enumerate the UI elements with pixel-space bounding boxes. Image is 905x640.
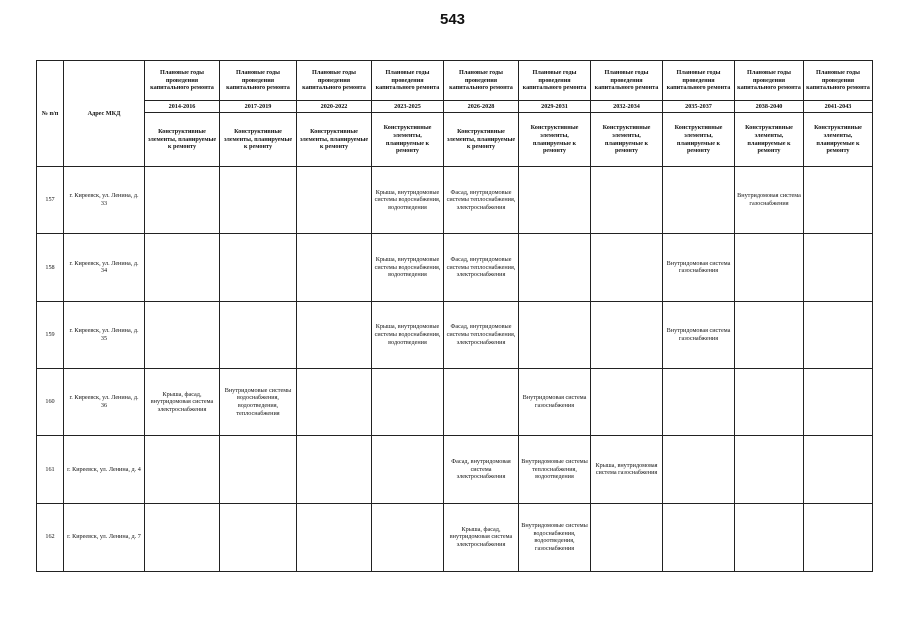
repair-elements-cell	[297, 234, 372, 301]
repair-elements-cell	[735, 368, 804, 435]
repair-elements-cell	[663, 368, 735, 435]
row-number: 159	[37, 301, 64, 368]
repair-elements-cell	[220, 234, 297, 301]
repair-elements-cell	[591, 503, 663, 571]
repair-elements-cell: Фасад, внутридомовые системы теплоснабжения, электроснабжения	[444, 167, 519, 234]
repair-elements-cell	[804, 167, 873, 234]
column-header-period-title: Плановые годы проведения капитального ремонта	[372, 61, 444, 101]
repair-elements-cell: Внутридомовая система газоснабжения	[735, 167, 804, 234]
capital-repair-table	[36, 60, 873, 572]
column-header-period-title: Плановые годы проведения капитального ремонта	[220, 61, 297, 101]
repair-elements-cell	[591, 234, 663, 301]
column-header-period-years: 2014-2016	[145, 101, 220, 113]
repair-elements-cell	[145, 167, 220, 234]
repair-elements-cell	[297, 503, 372, 571]
repair-elements-cell	[297, 368, 372, 435]
row-address: г. Киреевск, ул. Ленина, д. 35	[64, 301, 145, 368]
repair-elements-cell	[297, 167, 372, 234]
column-header-period-years: 2017-2019	[220, 101, 297, 113]
row-address: г. Киреевск, ул. Ленина, д. 33	[64, 167, 145, 234]
repair-elements-cell	[735, 234, 804, 301]
repair-elements-cell: Фасад, внутридомовые системы теплоснабжения, электроснабжения	[444, 301, 519, 368]
column-header-period-title: Плановые годы проведения капитального ремонта	[444, 61, 519, 101]
column-header-period-title: Плановые годы проведения капитального ремонта	[735, 61, 804, 101]
repair-elements-cell: Крыша, внутридомовая система газоснабжения	[591, 436, 663, 503]
repair-elements-cell: Крыша, внутридомовые системы водоснабжения, водоотведения	[372, 234, 444, 301]
repair-elements-cell	[372, 436, 444, 503]
column-header-period-title: Плановые годы проведения капитального ремонта	[297, 61, 372, 101]
repair-elements-cell	[735, 301, 804, 368]
repair-elements-cell: Фасад, внутридомовая система электроснабжения	[444, 436, 519, 503]
repair-elements-cell	[145, 301, 220, 368]
repair-elements-cell	[519, 234, 591, 301]
repair-elements-cell	[220, 436, 297, 503]
column-header-elements: Конструктивные элементы, планируемые к ремонту	[735, 113, 804, 167]
repair-elements-cell: Крыша, внутридомовые системы водоснабжения, водоотведения	[372, 301, 444, 368]
repair-elements-cell: Крыша, фасад, внутридомовая система электроснабжения	[444, 503, 519, 571]
column-header-period-years: 2041-2043	[804, 101, 873, 113]
repair-elements-cell	[372, 368, 444, 435]
repair-elements-cell	[145, 503, 220, 571]
row-number: 161	[37, 436, 64, 503]
repair-elements-cell	[591, 301, 663, 368]
repair-elements-cell	[145, 234, 220, 301]
column-header-elements: Конструктивные элементы, планируемые к ремонту	[444, 113, 519, 167]
repair-elements-cell	[804, 436, 873, 503]
column-header-period-title: Плановые годы проведения капитального ремонта	[145, 61, 220, 101]
column-header-elements: Конструктивные элементы, планируемые к ремонту	[220, 113, 297, 167]
table-row	[37, 436, 873, 503]
row-number: 160	[37, 368, 64, 435]
column-header-period-title: Плановые годы проведения капитального ремонта	[519, 61, 591, 101]
repair-elements-cell	[663, 436, 735, 503]
repair-elements-cell	[220, 301, 297, 368]
row-address: г. Киреевск, ул. Ленина, д. 34	[64, 234, 145, 301]
repair-elements-cell	[444, 368, 519, 435]
column-header-address: Адрес МКД	[64, 61, 145, 167]
row-address: г. Киреевск, ул. Ленина, д. 36	[64, 368, 145, 435]
column-header-number: № п/п	[37, 61, 64, 167]
table-body	[37, 167, 873, 572]
row-number: 158	[37, 234, 64, 301]
repair-elements-cell	[591, 167, 663, 234]
column-header-period-title: Плановые годы проведения капитального ремонта	[591, 61, 663, 101]
table-row	[37, 368, 873, 435]
column-header-period-years: 2029-2031	[519, 101, 591, 113]
repair-elements-cell: Крыша, внутридомовые системы водоснабжения, водоотведения	[372, 167, 444, 234]
column-header-period-years: 2026-2028	[444, 101, 519, 113]
repair-elements-cell: Внутридомовая система газоснабжения	[663, 301, 735, 368]
repair-elements-cell: Внутридомовая система газоснабжения	[519, 368, 591, 435]
table-row	[37, 301, 873, 368]
column-header-elements: Конструктивные элементы, планируемые к ремонту	[663, 113, 735, 167]
repair-elements-cell: Внутридомовые системы теплоснабжения, водоотведения	[519, 436, 591, 503]
repair-elements-cell	[591, 368, 663, 435]
header-row-elements	[37, 113, 873, 167]
repair-elements-cell	[297, 301, 372, 368]
column-header-period-years: 2023-2025	[372, 101, 444, 113]
row-address: г. Киреевск, ул. Ленина, д. 4	[64, 436, 145, 503]
row-number: 162	[37, 503, 64, 571]
repair-elements-cell	[804, 234, 873, 301]
column-header-elements: Конструктивные элементы, планируемые к ремонту	[297, 113, 372, 167]
column-header-elements: Конструктивные элементы, планируемые к ремонту	[591, 113, 663, 167]
repair-elements-cell: Внутридомовые системы водоснабжения, водоотведения, газоснабжения	[519, 503, 591, 571]
page-number: 543	[439, 11, 466, 28]
column-header-period-years: 2035-2037	[663, 101, 735, 113]
repair-elements-cell: Внутридомовые системы водоснабжения, водоотведения, теплоснабжения	[220, 368, 297, 435]
table-row	[37, 167, 873, 234]
repair-elements-cell	[735, 436, 804, 503]
column-header-period-title: Плановые годы проведения капитального ремонта	[804, 61, 873, 101]
repair-elements-cell	[519, 167, 591, 234]
header-row-periods	[37, 101, 873, 113]
column-header-period-title: Плановые годы проведения капитального ремонта	[663, 61, 735, 101]
header-row-period-title	[37, 61, 873, 101]
repair-elements-cell	[220, 503, 297, 571]
repair-elements-cell	[145, 436, 220, 503]
row-address: г. Киреевск, ул. Ленина, д. 7	[64, 503, 145, 571]
column-header-elements: Конструктивные элементы, планируемые к ремонту	[804, 113, 873, 167]
column-header-elements: Конструктивные элементы, планируемые к ремонту	[519, 113, 591, 167]
repair-elements-cell: Крыша, фасад, внутридомовая система электроснабжения	[145, 368, 220, 435]
repair-elements-cell	[663, 503, 735, 571]
repair-elements-cell	[735, 503, 804, 571]
column-header-period-years: 2038-2040	[735, 101, 804, 113]
repair-elements-cell	[804, 301, 873, 368]
repair-elements-cell: Внутридомовая система газоснабжения	[663, 234, 735, 301]
repair-elements-cell	[663, 167, 735, 234]
repair-elements-cell	[372, 503, 444, 571]
repair-elements-cell	[804, 368, 873, 435]
repair-elements-cell	[804, 503, 873, 571]
table-row	[37, 503, 873, 571]
table-row	[37, 234, 873, 301]
column-header-period-years: 2020-2022	[297, 101, 372, 113]
repair-elements-cell	[519, 301, 591, 368]
row-number: 157	[37, 167, 64, 234]
column-header-elements: Конструктивные элементы, планируемые к ремонту	[145, 113, 220, 167]
repair-elements-cell	[297, 436, 372, 503]
repair-elements-cell: Фасад, внутридомовые системы теплоснабжения, электроснабжения	[444, 234, 519, 301]
column-header-elements: Конструктивные элементы, планируемые к ремонту	[372, 113, 444, 167]
column-header-period-years: 2032-2034	[591, 101, 663, 113]
repair-elements-cell	[220, 167, 297, 234]
